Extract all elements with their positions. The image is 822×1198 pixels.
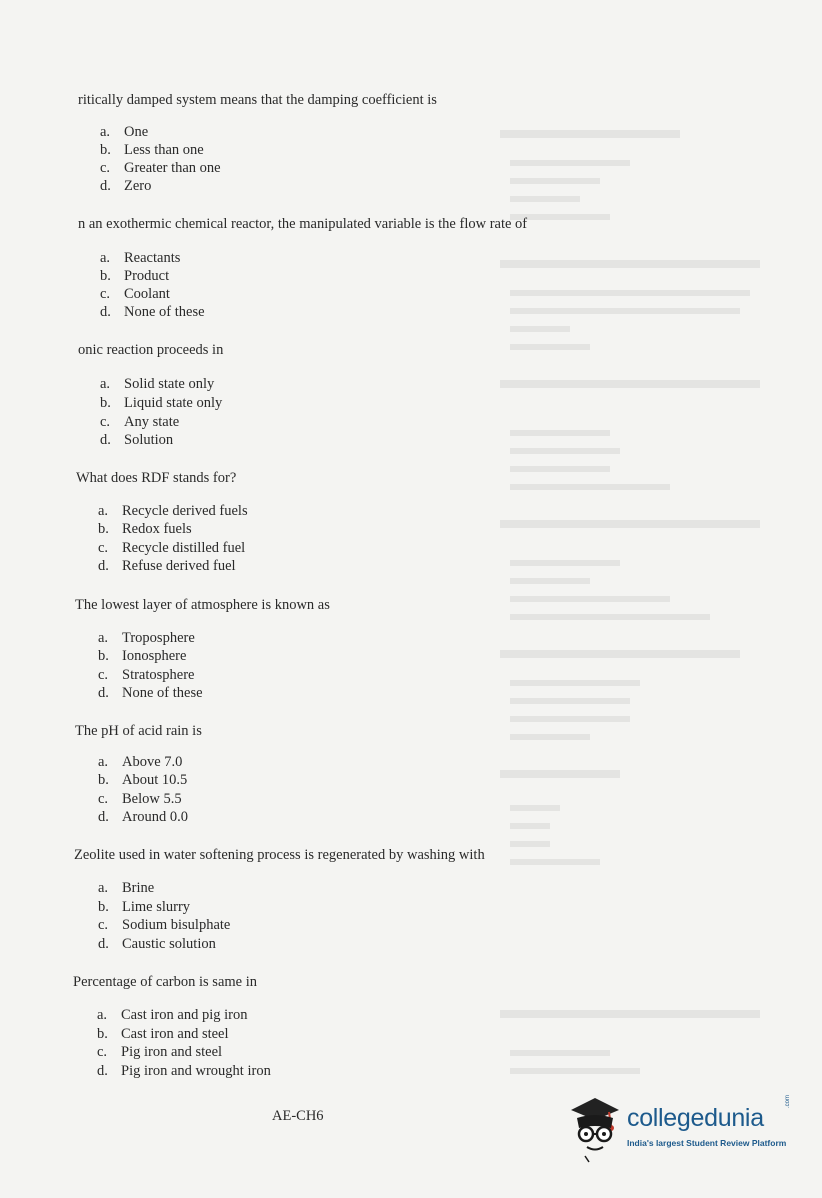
option-d: d. Around 0.0 [98, 809, 189, 825]
option-a: a. One [100, 124, 149, 140]
option-a: a. Cast iron and pig iron [97, 1007, 248, 1023]
option-d: d. Zero [100, 178, 152, 194]
option-a: a. Solid state only [100, 376, 215, 392]
option-c: c. Pig iron and steel [97, 1044, 223, 1060]
option-c: c. Recycle distilled fuel [98, 540, 246, 556]
option-a: a. Reactants [100, 250, 181, 266]
brand-tagline: India's largest Student Review Platform [627, 1138, 787, 1148]
option-b: b. Product [100, 268, 170, 284]
option-b: b. Ionosphere [98, 648, 187, 664]
option-b: b. Less than one [100, 142, 204, 158]
option-b: b. Cast iron and steel [97, 1026, 229, 1042]
page-code: AE-CH6 [272, 1108, 324, 1124]
option-b: b. Lime slurry [98, 899, 191, 915]
option-c: c. Below 5.5 [98, 791, 182, 807]
question-text: The lowest layer of atmosphere is known as [75, 597, 330, 613]
option-b: b. About 10.5 [98, 772, 188, 788]
question-text: onic reaction proceeds in [78, 342, 224, 358]
option-d: d. None of these [98, 685, 203, 701]
question-text: The pH of acid rain is [75, 723, 202, 739]
brand-name: collegedunia [627, 1104, 764, 1132]
question-text: What does RDF stands for? [76, 470, 237, 486]
option-b: b. Redox fuels [98, 521, 192, 537]
collegedunia-logo[interactable] [565, 1092, 795, 1167]
option-c: c. Sodium bisulphate [98, 917, 231, 933]
option-a: a. Brine [98, 880, 155, 896]
option-c: c. Any state [100, 414, 180, 430]
option-d: d. None of these [100, 304, 205, 320]
option-d: d. Caustic solution [98, 936, 216, 952]
question-text: Percentage of carbon is same in [73, 974, 257, 990]
option-c: c. Coolant [100, 286, 170, 302]
option-a: a. Above 7.0 [98, 754, 183, 770]
option-c: c. Greater than one [100, 160, 221, 176]
option-d: d. Solution [100, 432, 174, 448]
option-a: a. Recycle derived fuels [98, 503, 248, 519]
bleed-through-text [350, 90, 770, 1090]
option-d: d. Pig iron and wrought iron [97, 1063, 271, 1079]
option-c: c. Stratosphere [98, 667, 195, 683]
option-a: a. Troposphere [98, 630, 195, 646]
option-d: d. Refuse derived fuel [98, 558, 236, 574]
mascot-icon [565, 1092, 625, 1167]
brand-suffix: .com [785, 1094, 791, 1108]
question-text: Zeolite used in water softening process is regenerated by washing with [74, 847, 485, 863]
option-b: b. Liquid state only [100, 395, 223, 411]
question-text: n an exothermic chemical reactor, the manipulated variable is the flow rate of [78, 216, 528, 232]
question-text: ritically damped system means that the damping coefficient is [78, 92, 437, 108]
